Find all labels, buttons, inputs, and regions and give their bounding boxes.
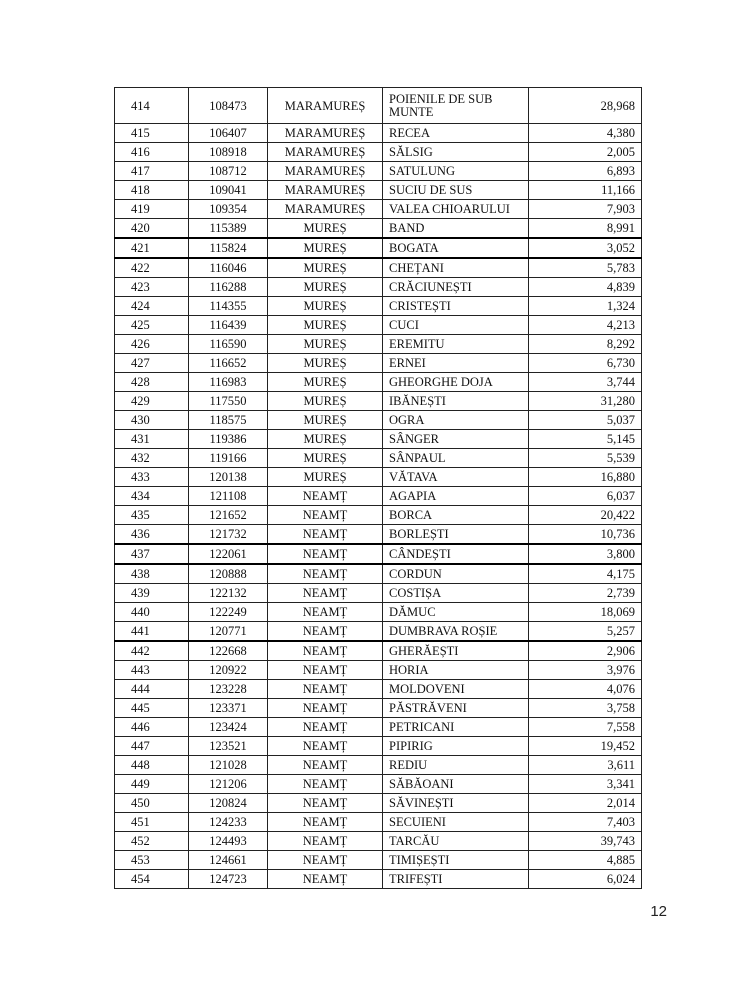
county-cell: MARAMUREȘ [268,181,383,200]
county-cell: NEAMȚ [268,813,383,832]
table-row [115,297,642,316]
locality-cell: SATULUNG [383,162,529,181]
county-cell: NEAMȚ [268,756,383,775]
locality-cell: SÂNGER [383,430,529,449]
value-cell: 7,558 [529,718,642,737]
table-row [115,870,642,889]
siruta-code-cell: 119166 [189,449,268,468]
county-cell: NEAMȚ [268,737,383,756]
siruta-code-cell: 108712 [189,162,268,181]
table-row [115,335,642,354]
locality-cell: TIMIȘEȘTI [383,851,529,870]
row-number-cell: 426 [115,335,189,354]
county-cell: MUREȘ [268,411,383,430]
locality-cell: BOGATA [383,238,529,258]
county-cell: MARAMUREȘ [268,88,383,124]
row-number-cell: 449 [115,775,189,794]
value-cell: 10,736 [529,525,642,545]
locality-cell: CHEȚANI [383,258,529,278]
table-row [115,373,642,392]
table-body [115,88,642,889]
siruta-code-cell: 116439 [189,316,268,335]
locality-cell: VĂTAVA [383,468,529,487]
table-row [115,88,642,124]
value-cell: 16,880 [529,468,642,487]
value-cell: 20,422 [529,506,642,525]
locality-cell: SUCIU DE SUS [383,181,529,200]
value-cell: 4,885 [529,851,642,870]
row-number-cell: 417 [115,162,189,181]
value-cell: 8,292 [529,335,642,354]
row-number-cell: 454 [115,870,189,889]
value-cell: 5,783 [529,258,642,278]
row-number-cell: 450 [115,794,189,813]
value-cell: 7,903 [529,200,642,219]
table-row [115,392,642,411]
siruta-code-cell: 116983 [189,373,268,392]
localities-table [114,87,642,889]
row-number-cell: 448 [115,756,189,775]
value-cell: 6,024 [529,870,642,889]
value-cell: 3,341 [529,775,642,794]
page-number: 12 [650,903,667,920]
siruta-code-cell: 124661 [189,851,268,870]
row-number-cell: 440 [115,603,189,622]
siruta-code-cell: 120824 [189,794,268,813]
value-cell: 11,166 [529,181,642,200]
siruta-code-cell: 124493 [189,832,268,851]
value-cell: 2,906 [529,641,642,661]
siruta-code-cell: 121028 [189,756,268,775]
value-cell: 39,743 [529,832,642,851]
county-cell: MARAMUREȘ [268,124,383,143]
county-cell: MUREȘ [268,238,383,258]
siruta-code-cell: 122132 [189,584,268,603]
county-cell: NEAMȚ [268,603,383,622]
table-row [115,832,642,851]
county-cell: NEAMȚ [268,622,383,642]
county-cell: NEAMȚ [268,564,383,584]
table-row [115,124,642,143]
row-number-cell: 444 [115,680,189,699]
value-cell: 5,257 [529,622,642,642]
row-number-cell: 423 [115,278,189,297]
siruta-code-cell: 122061 [189,544,268,564]
value-cell: 6,893 [529,162,642,181]
siruta-code-cell: 124723 [189,870,268,889]
locality-cell: SĂBĂOANI [383,775,529,794]
locality-cell: TARCĂU [383,832,529,851]
row-number-cell: 451 [115,813,189,832]
siruta-code-cell: 119386 [189,430,268,449]
row-number-cell: 443 [115,661,189,680]
siruta-code-cell: 123228 [189,680,268,699]
table-row [115,430,642,449]
locality-cell: GHERĂEȘTI [383,641,529,661]
value-cell: 19,452 [529,737,642,756]
county-cell: MUREȘ [268,354,383,373]
table-row [115,718,642,737]
locality-cell: CÂNDEȘTI [383,544,529,564]
value-cell: 2,739 [529,584,642,603]
row-number-cell: 422 [115,258,189,278]
value-cell: 7,403 [529,813,642,832]
table-row [115,411,642,430]
county-cell: NEAMȚ [268,718,383,737]
siruta-code-cell: 116288 [189,278,268,297]
value-cell: 5,145 [529,430,642,449]
locality-cell: OGRA [383,411,529,430]
locality-cell: SĂLSIG [383,143,529,162]
row-number-cell: 428 [115,373,189,392]
locality-cell: CRISTEȘTI [383,297,529,316]
row-number-cell: 433 [115,468,189,487]
row-number-cell: 421 [115,238,189,258]
locality-cell: REDIU [383,756,529,775]
county-cell: NEAMȚ [268,794,383,813]
locality-cell: ERNEI [383,354,529,373]
locality-cell: EREMITU [383,335,529,354]
county-cell: MUREȘ [268,449,383,468]
siruta-code-cell: 121206 [189,775,268,794]
value-cell: 3,611 [529,756,642,775]
siruta-code-cell: 109041 [189,181,268,200]
row-number-cell: 415 [115,124,189,143]
table-row [115,200,642,219]
table-row [115,851,642,870]
row-number-cell: 437 [115,544,189,564]
locality-cell: BORCA [383,506,529,525]
siruta-code-cell: 118575 [189,411,268,430]
document-table-container [114,87,641,889]
locality-cell: CRĂCIUNEȘTI [383,278,529,297]
table-row [115,756,642,775]
locality-cell: BORLEȘTI [383,525,529,545]
table-row [115,584,642,603]
row-number-cell: 420 [115,219,189,239]
value-cell: 4,076 [529,680,642,699]
siruta-code-cell: 121732 [189,525,268,545]
row-number-cell: 425 [115,316,189,335]
county-cell: NEAMȚ [268,544,383,564]
table-row [115,699,642,718]
row-number-cell: 424 [115,297,189,316]
value-cell: 5,539 [529,449,642,468]
county-cell: MUREȘ [268,258,383,278]
county-cell: MUREȘ [268,316,383,335]
locality-cell: HORIA [383,661,529,680]
table-row [115,506,642,525]
table-row [115,603,642,622]
row-number-cell: 427 [115,354,189,373]
row-number-cell: 434 [115,487,189,506]
row-number-cell: 419 [115,200,189,219]
county-cell: MUREȘ [268,278,383,297]
value-cell: 5,037 [529,411,642,430]
county-cell: MUREȘ [268,335,383,354]
siruta-code-cell: 121108 [189,487,268,506]
locality-cell: AGAPIA [383,487,529,506]
row-number-cell: 414 [115,88,189,124]
table-row [115,661,642,680]
table-row [115,468,642,487]
value-cell: 1,324 [529,297,642,316]
locality-cell: RECEA [383,124,529,143]
table-row [115,775,642,794]
value-cell: 4,380 [529,124,642,143]
siruta-code-cell: 123371 [189,699,268,718]
county-cell: MUREȘ [268,297,383,316]
county-cell: NEAMȚ [268,487,383,506]
county-cell: MUREȘ [268,430,383,449]
table-row [115,794,642,813]
row-number-cell: 432 [115,449,189,468]
siruta-code-cell: 115824 [189,238,268,258]
row-number-cell: 431 [115,430,189,449]
value-cell: 2,005 [529,143,642,162]
value-cell: 3,800 [529,544,642,564]
table-row [115,544,642,564]
row-number-cell: 453 [115,851,189,870]
value-cell: 8,991 [529,219,642,239]
siruta-code-cell: 123521 [189,737,268,756]
siruta-code-cell: 115389 [189,219,268,239]
table-row [115,622,642,642]
county-cell: NEAMȚ [268,832,383,851]
row-number-cell: 439 [115,584,189,603]
table-row [115,316,642,335]
table-row [115,258,642,278]
siruta-code-cell: 120771 [189,622,268,642]
locality-cell: SĂVINEȘTI [383,794,529,813]
siruta-code-cell: 122249 [189,603,268,622]
row-number-cell: 418 [115,181,189,200]
siruta-code-cell: 123424 [189,718,268,737]
locality-cell: CORDUN [383,564,529,584]
table-row [115,641,642,661]
siruta-code-cell: 120138 [189,468,268,487]
county-cell: NEAMȚ [268,506,383,525]
locality-cell: POIENILE DE SUB MUNTE [383,88,529,124]
table-row [115,238,642,258]
siruta-code-cell: 106407 [189,124,268,143]
value-cell: 4,213 [529,316,642,335]
value-cell: 31,280 [529,392,642,411]
locality-cell: SÂNPAUL [383,449,529,468]
table-row [115,278,642,297]
county-cell: NEAMȚ [268,641,383,661]
row-number-cell: 447 [115,737,189,756]
siruta-code-cell: 116652 [189,354,268,373]
county-cell: MARAMUREȘ [268,200,383,219]
row-number-cell: 430 [115,411,189,430]
locality-cell: DĂMUC [383,603,529,622]
table-row [115,564,642,584]
county-cell: NEAMȚ [268,525,383,545]
value-cell: 2,014 [529,794,642,813]
siruta-code-cell: 116590 [189,335,268,354]
siruta-code-cell: 109354 [189,200,268,219]
siruta-code-cell: 114355 [189,297,268,316]
locality-cell: CUCI [383,316,529,335]
row-number-cell: 416 [115,143,189,162]
siruta-code-cell: 116046 [189,258,268,278]
value-cell: 3,976 [529,661,642,680]
siruta-code-cell: 121652 [189,506,268,525]
siruta-code-cell: 108918 [189,143,268,162]
row-number-cell: 446 [115,718,189,737]
county-cell: MUREȘ [268,219,383,239]
value-cell: 3,052 [529,238,642,258]
locality-cell: IBĂNEȘTI [383,392,529,411]
value-cell: 18,069 [529,603,642,622]
row-number-cell: 445 [115,699,189,718]
locality-cell: COSTIȘA [383,584,529,603]
locality-cell: BAND [383,219,529,239]
value-cell: 6,730 [529,354,642,373]
siruta-code-cell: 120888 [189,564,268,584]
locality-cell: SECUIENI [383,813,529,832]
county-cell: NEAMȚ [268,851,383,870]
row-number-cell: 442 [115,641,189,661]
county-cell: MUREȘ [268,373,383,392]
locality-cell: TRIFEȘTI [383,870,529,889]
county-cell: NEAMȚ [268,775,383,794]
county-cell: NEAMȚ [268,584,383,603]
county-cell: MARAMUREȘ [268,162,383,181]
county-cell: NEAMȚ [268,699,383,718]
county-cell: MARAMUREȘ [268,143,383,162]
siruta-code-cell: 117550 [189,392,268,411]
table-row [115,354,642,373]
table-row [115,143,642,162]
siruta-code-cell: 124233 [189,813,268,832]
county-cell: NEAMȚ [268,661,383,680]
siruta-code-cell: 108473 [189,88,268,124]
table-row [115,813,642,832]
table-row [115,737,642,756]
value-cell: 28,968 [529,88,642,124]
county-cell: NEAMȚ [268,870,383,889]
locality-cell: DUMBRAVA ROȘIE [383,622,529,642]
value-cell: 6,037 [529,487,642,506]
siruta-code-cell: 120922 [189,661,268,680]
value-cell: 4,175 [529,564,642,584]
value-cell: 4,839 [529,278,642,297]
row-number-cell: 436 [115,525,189,545]
county-cell: MUREȘ [268,392,383,411]
table-row [115,487,642,506]
row-number-cell: 452 [115,832,189,851]
table-row [115,449,642,468]
table-row [115,162,642,181]
row-number-cell: 441 [115,622,189,642]
county-cell: NEAMȚ [268,680,383,699]
table-row [115,680,642,699]
siruta-code-cell: 122668 [189,641,268,661]
table-row [115,219,642,239]
county-cell: MUREȘ [268,468,383,487]
locality-cell: MOLDOVENI [383,680,529,699]
table-row [115,181,642,200]
row-number-cell: 435 [115,506,189,525]
row-number-cell: 438 [115,564,189,584]
table-row [115,525,642,545]
locality-cell: GHEORGHE DOJA [383,373,529,392]
locality-cell: PIPIRIG [383,737,529,756]
locality-cell: PĂSTRĂVENI [383,699,529,718]
value-cell: 3,744 [529,373,642,392]
value-cell: 3,758 [529,699,642,718]
locality-cell: VALEA CHIOARULUI [383,200,529,219]
locality-cell: PETRICANI [383,718,529,737]
row-number-cell: 429 [115,392,189,411]
